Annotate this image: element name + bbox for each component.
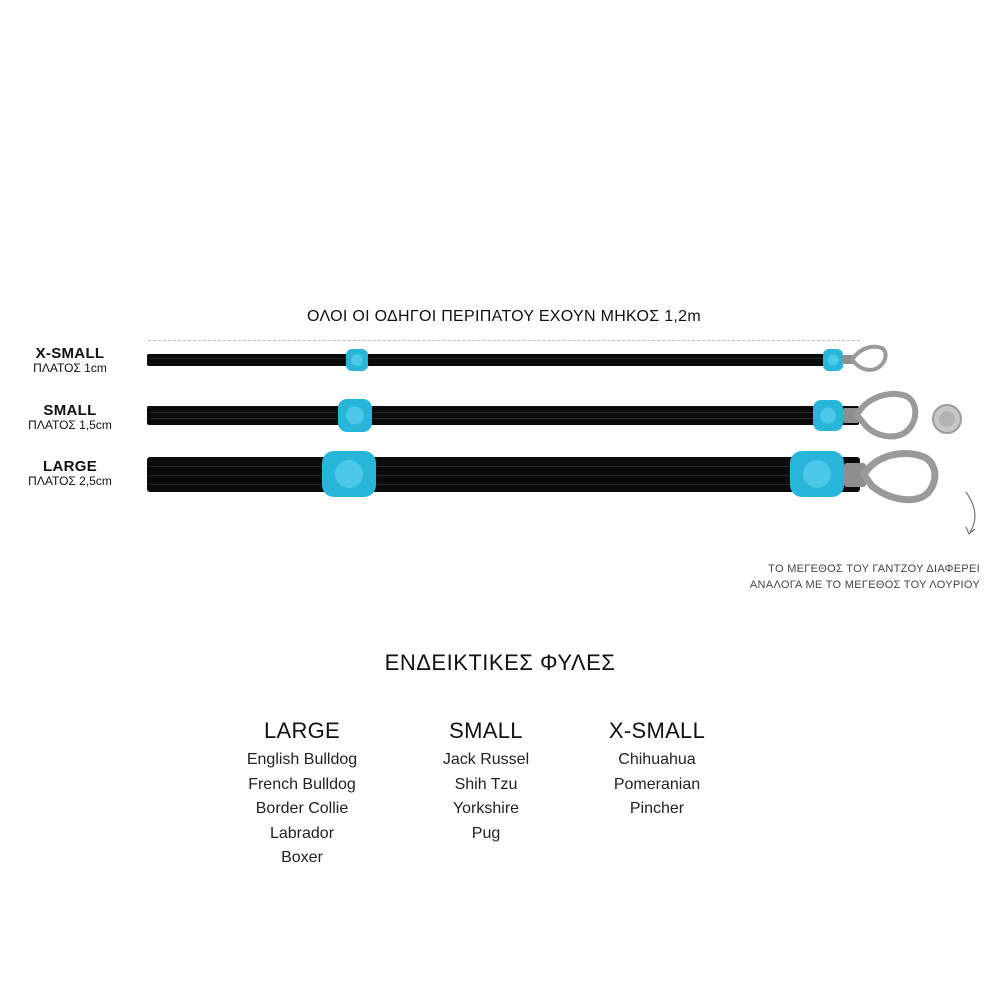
leash-small xyxy=(147,394,961,436)
breeds-title: ΕΝΔΕΙΚΤΙΚΕΣ ΦΥΛΕΣ xyxy=(384,650,616,675)
size-width: ΠΛΑΤΟΣ 1cm xyxy=(33,361,107,376)
leash-connector xyxy=(338,399,372,432)
length-headline: ΟΛΟΙ ΟΙ ΟΔΗΓΟΙ ΠΕΡΙΠΑΤΟΥ ΕΧΟΥΝ ΜΗΚΟΣ 1,2m xyxy=(307,308,701,325)
size-name: LARGE xyxy=(43,458,97,475)
size-width: ΠΛΑΤΟΣ 1,5cm xyxy=(28,418,112,433)
curved-arrow-icon xyxy=(966,492,975,534)
breed-column-large xyxy=(202,718,402,871)
breed-item: Labrador xyxy=(269,824,335,842)
leash-connector xyxy=(322,451,376,497)
leash-connector xyxy=(813,400,843,431)
breed-column-heading: X-SMALL xyxy=(608,718,706,743)
size-name: SMALL xyxy=(43,402,97,419)
size-width: ΠΛΑΤΟΣ 2,5cm xyxy=(28,474,112,489)
coin-icon xyxy=(933,405,961,433)
breed-item: Shih Tzu xyxy=(454,775,518,793)
breed-item: Chihuahua xyxy=(618,751,696,768)
note-line: ΑΝΑΛΟΓΑ ΜΕ ΤΟ ΜΕΓΕΘΟΣ ΤΟΥ ΛΟΥΡΙΟΥ xyxy=(749,578,980,591)
leash-connector xyxy=(790,451,844,497)
breed-item: Border Collie xyxy=(255,800,349,817)
leash-strap xyxy=(147,457,860,492)
breed-item: Jack Russel xyxy=(442,751,530,768)
leash-strap xyxy=(147,354,842,366)
leash-connector xyxy=(823,349,843,371)
note-line: ΤΟ ΜΕΓΕΘΟΣ ΤΟΥ ΓΑΝΤΖΟΥ ΔΙΑΦΕΡΕΙ xyxy=(768,563,980,575)
breed-item: English Bulldog xyxy=(246,751,358,768)
breed-column-heading: SMALL xyxy=(449,718,523,743)
breed-item: Yorkshire xyxy=(452,800,520,817)
leash-strap xyxy=(147,406,859,425)
breed-item: Pug xyxy=(471,824,501,842)
breed-item: Pincher xyxy=(629,800,685,817)
breed-item: French Bulldog xyxy=(248,775,356,793)
breed-item: Pomeranian xyxy=(613,775,701,793)
snap-hook-icon xyxy=(843,394,915,436)
breed-column-heading: LARGE xyxy=(263,718,341,743)
breed-column-xsmall xyxy=(557,718,757,822)
snap-hook-icon xyxy=(842,347,886,370)
hook-size-note xyxy=(700,562,980,594)
leash-connector xyxy=(346,349,368,371)
leash-xsmall xyxy=(147,347,886,371)
size-name: X-SMALL xyxy=(35,345,105,362)
leash-large xyxy=(147,451,935,500)
breed-item: Boxer xyxy=(281,849,323,866)
breed-column-small xyxy=(386,718,586,846)
